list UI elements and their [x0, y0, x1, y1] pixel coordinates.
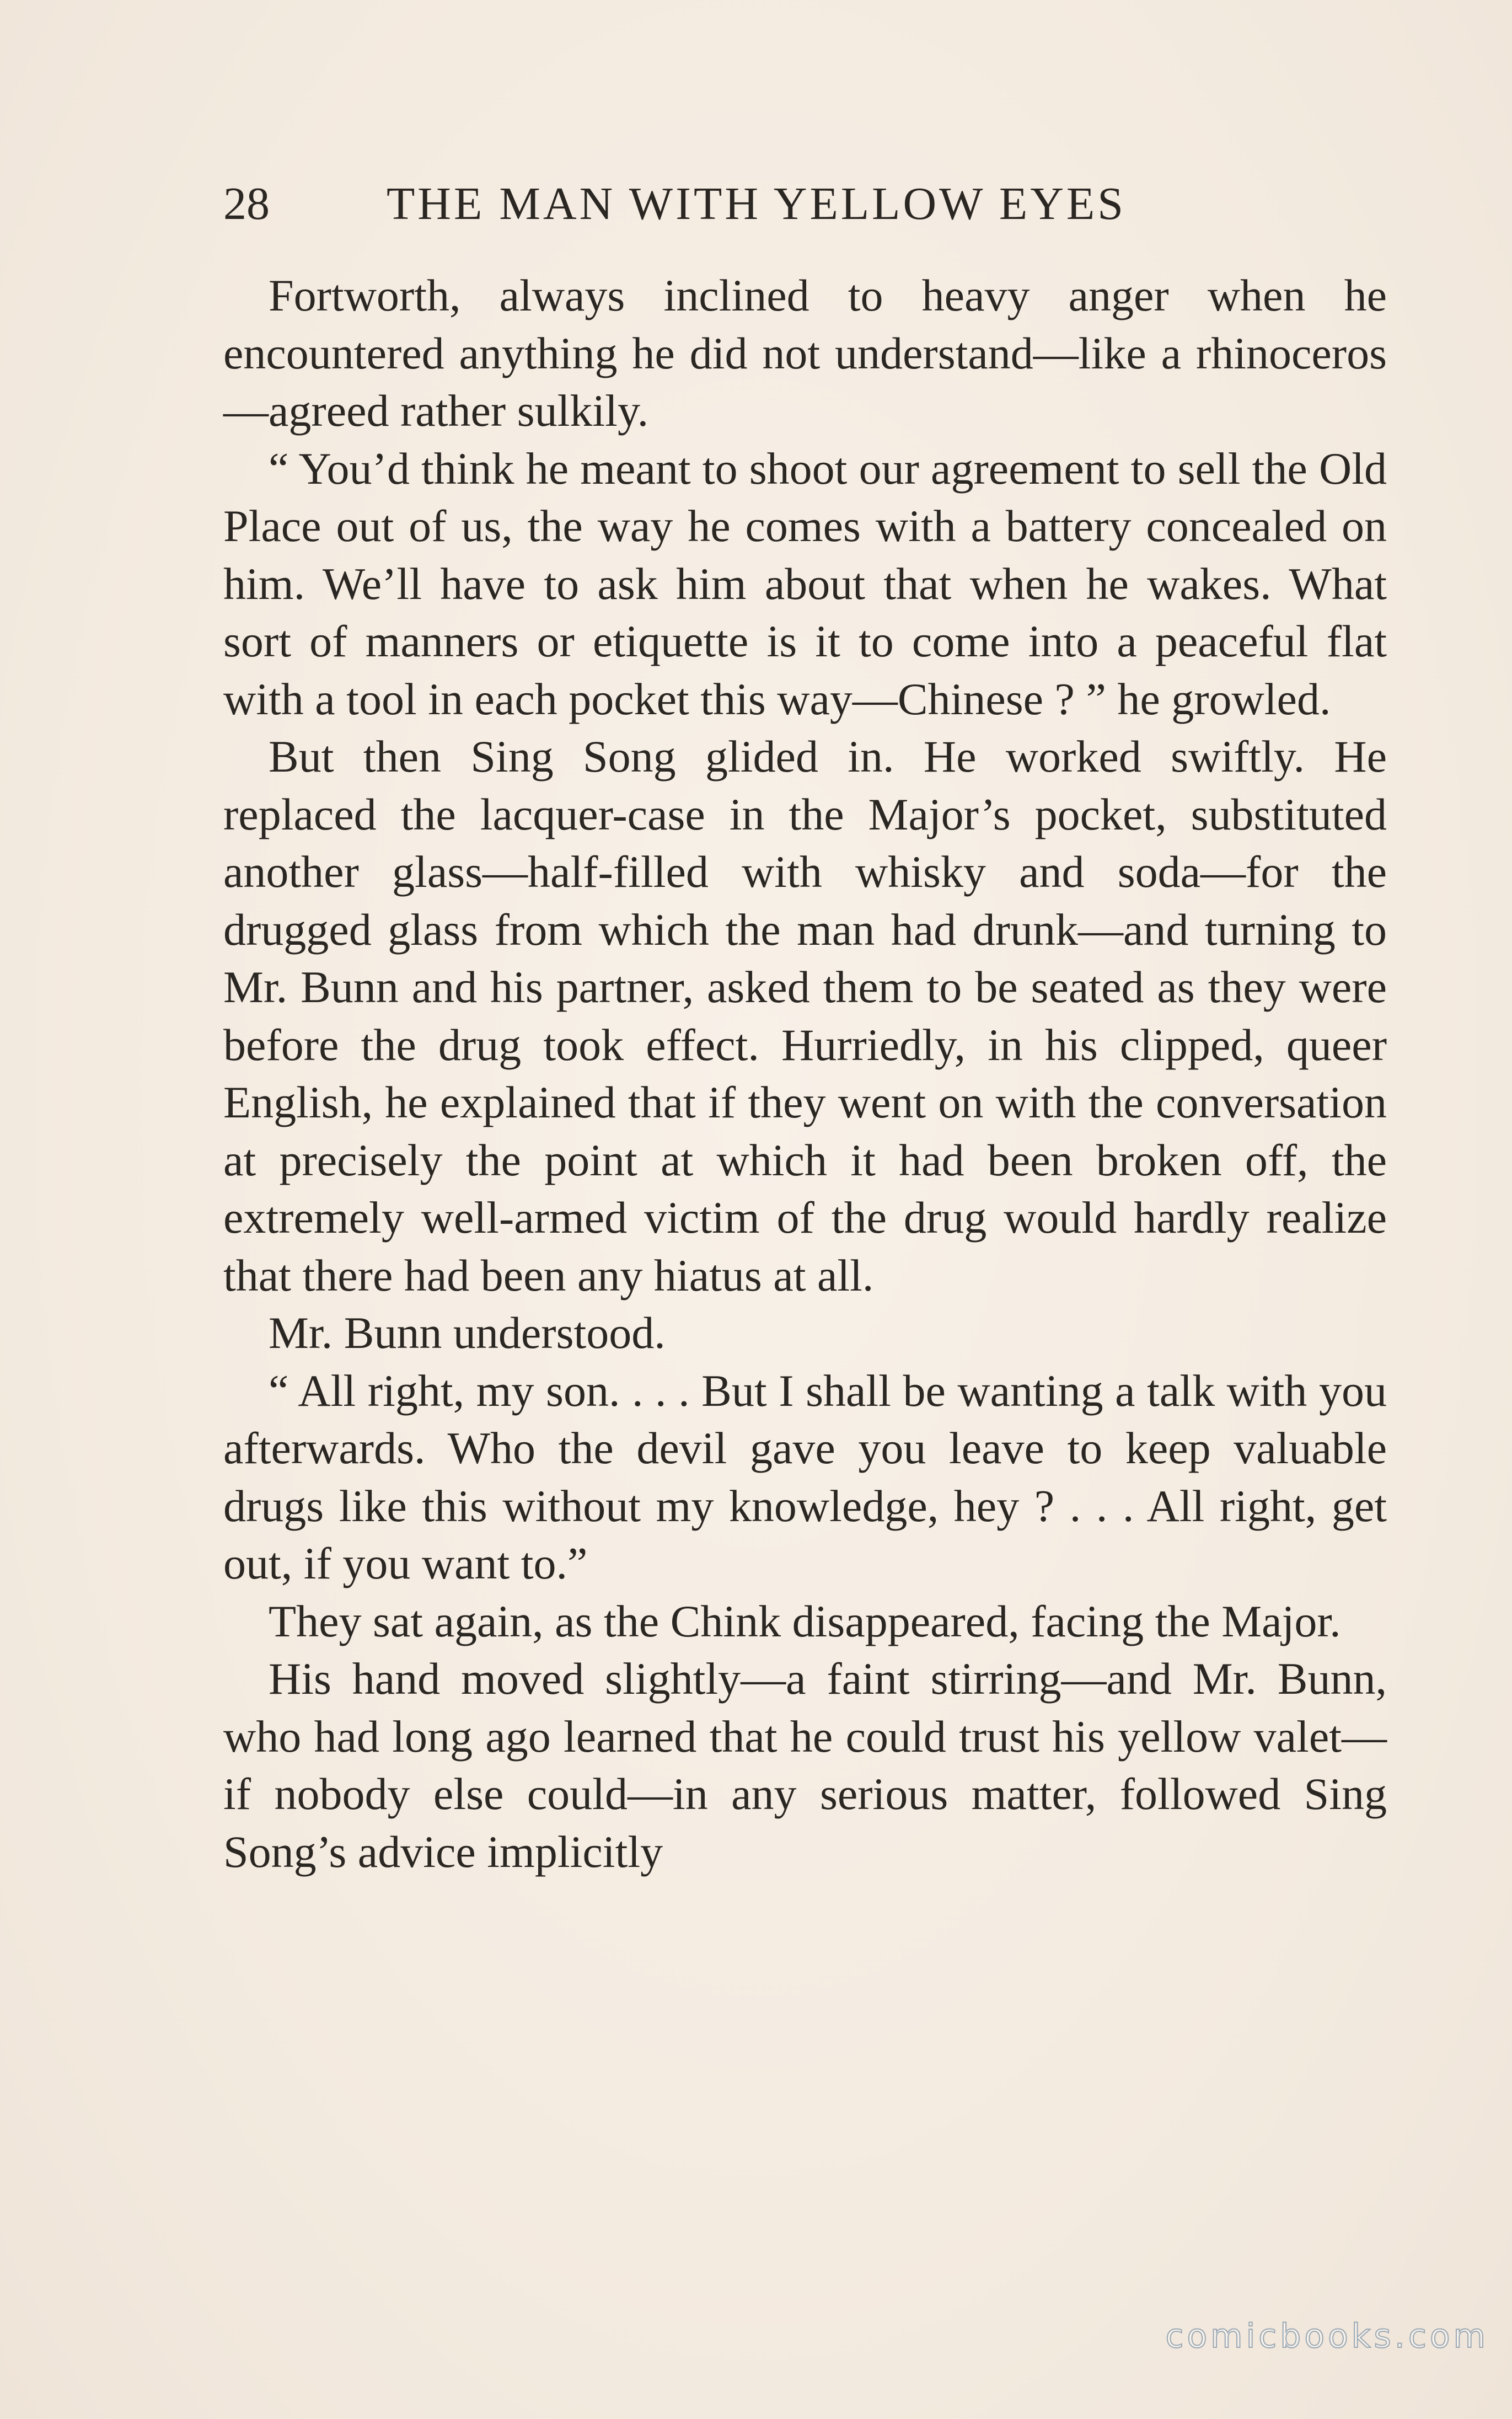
paragraph: Fortworth, always inclined to heavy anger when he encountered anything he did not understand—like a rhinoceros—agreed rather sulkily. — [223, 270, 1387, 436]
running-head: THE MAN WITH YELLOW EYES — [387, 178, 1126, 229]
paragraph: But then Sing Song glided in. He worked swiftly. He replaced the lacquer-case in the Major’s pocket, substituted another glass—half-filled with whisky and soda—for the drugged glass from which the man had drunk—and turning to Mr. Bunn and his partner, asked them to be seated as they were before the drug took effect. Hurriedly, in his clipped, queer English, he explained that if they went on with the conversation at precisely the point at which it had been broken off, the extremely well-armed victim of the drug would hardly realize that there had been any hiatus at all. — [223, 731, 1387, 1301]
page-header — [223, 174, 1260, 240]
paragraph: “ All right, my son. . . . But I shall be wanting a talk with you afterwards. Who the devil gave you leave to keep valuable drugs like this without my knowledge, hey ? . . . All right, get out, if you want to.” — [223, 1365, 1387, 1588]
paragraph: “ You’d think he meant to shoot our agreement to sell the Old Place out of us, the way he comes with a battery concealed on him. We’ll have to ask him about that when he wakes. What sort of manners or etiquette is it to come into a peaceful flat with a tool in each pocket this way—Chinese ? ” he growled. — [223, 443, 1387, 724]
watermark: comicbooks.com — [1165, 2317, 1489, 2356]
paragraph: Mr. Bunn understood. — [269, 1308, 666, 1358]
body-text — [223, 267, 1387, 1881]
paragraph: His hand moved slightly—a faint stirring—and Mr. Bunn, who had long ago learned that he could trust his yellow valet—if nobody else could—in any serious matter, followed Sing Song’s advice implicitly — [223, 1653, 1387, 1877]
page-number: 28 — [223, 178, 270, 229]
paragraph: They sat again, as the Chink disappeared, facing the Major. — [269, 1596, 1341, 1646]
